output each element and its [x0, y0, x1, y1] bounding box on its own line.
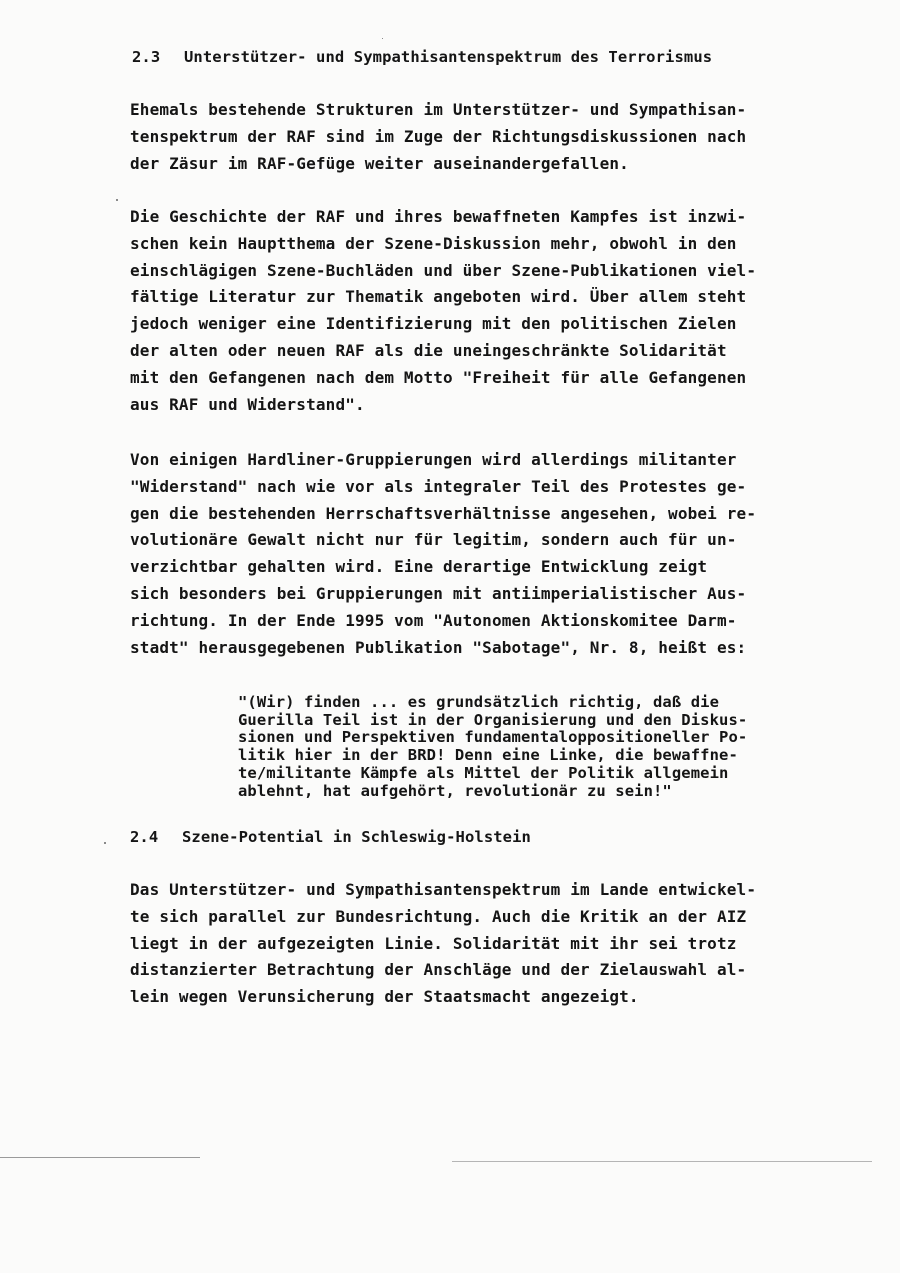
- text-line: "(Wir) finden ... es grundsätzlich richtig, daß die: [238, 693, 720, 711]
- section-title: Unterstützer- und Sympathisantenspektrum des Terrorismus: [184, 48, 713, 66]
- text-line: sich besonders bei Gruppierungen mit antiimperialistischer Aus-: [130, 583, 747, 603]
- text-line: mit den Gefangenen nach dem Motto "Freiheit für alle Gefangenen: [130, 367, 747, 387]
- text-line: tenspektrum der RAF sind im Zuge der Richtungsdiskussionen nach: [130, 126, 747, 146]
- text-line: sionen und Perspektiven fundamentaloppositioneller Po-: [238, 728, 748, 747]
- text-line: Ehemals bestehende Strukturen im Unterstützer- und Sympathisan-: [130, 100, 747, 119]
- text-line: te/militante Kämpfe als Mittel der Politik allgemein: [238, 763, 729, 782]
- text-line: fältige Literatur zur Thematik angeboten wird. Über allem steht: [130, 287, 747, 307]
- text-line: schen kein Hauptthema der Szene-Diskussion mehr, obwohl in den: [130, 233, 737, 253]
- text-line: Von einigen Hardliner-Gruppierungen wird allerdings militanter: [130, 450, 737, 469]
- text-line: Die Geschichte der RAF und ihres bewaffneten Kampfes ist inzwi-: [130, 207, 747, 226]
- scan-rule-left: [0, 1157, 200, 1158]
- text-line: gen die bestehenden Herrschaftsverhältnisse angesehen, wobei re-: [130, 503, 757, 523]
- paragraph-1: [130, 97, 746, 177]
- text-line: Guerilla Teil ist in der Organisierung und den Diskus-: [238, 710, 748, 729]
- text-line: "Widerstand" nach wie vor als integraler Teil des Protestes ge-: [130, 476, 747, 496]
- text-line: volutionäre Gewalt nicht nur für legitim, sondern auch für un-: [130, 530, 737, 550]
- text-line: der alten oder neuen RAF als die uneingeschränkte Solidarität: [130, 340, 727, 360]
- paragraph-2: [130, 204, 756, 418]
- text-line: Das Unterstützer- und Sympathisantenspektrum im Lande entwickel-: [130, 880, 757, 899]
- scan-speck: [104, 842, 106, 844]
- text-line: lein wegen Verunsicherung der Staatsmacht angezeigt.: [130, 987, 639, 1007]
- text-line: jedoch weniger eine Identifizierung mit den politischen Zielen: [130, 314, 737, 334]
- section-heading-2-4: [130, 828, 531, 846]
- scan-speck: [116, 199, 118, 201]
- text-line: ablehnt, hat aufgehört, revolutionär zu sein!": [238, 781, 672, 800]
- text-line: aus RAF und Widerstand".: [130, 394, 365, 414]
- text-line: einschlägigen Szene-Buchläden und über Szene-Publikationen viel-: [130, 260, 757, 280]
- section-heading-2-3: [132, 48, 712, 66]
- scan-speck: [382, 38, 383, 39]
- text-line: stadt" herausgegebenen Publikation "Sabotage", Nr. 8, heißt es:: [130, 637, 747, 657]
- text-line: richtung. In der Ende 1995 vom "Autonomen Aktionskomitee Darm-: [130, 610, 737, 630]
- text-line: liegt in der aufgezeigten Linie. Solidarität mit ihr sei trotz: [130, 933, 737, 953]
- section-number: 2.3: [132, 48, 161, 66]
- text-line: litik hier in der BRD! Denn eine Linke, die bewaffne-: [238, 746, 738, 765]
- text-line: te sich parallel zur Bundesrichtung. Auch die Kritik an der AIZ: [130, 906, 747, 926]
- section-number: 2.4: [130, 828, 159, 846]
- block-quote: [238, 694, 747, 800]
- text-line: distanzierter Betrachtung der Anschläge und der Zielauswahl al-: [130, 960, 747, 980]
- text-line: verzichtbar gehalten wird. Eine derartige Entwicklung zeigt: [130, 557, 708, 577]
- paragraph-4: [130, 877, 756, 1011]
- paragraph-3: [130, 447, 756, 661]
- section-title: Szene-Potential in Schleswig-Holstein: [182, 828, 531, 846]
- scan-rule-right: [452, 1161, 872, 1162]
- text-line: der Zäsur im RAF-Gefüge weiter auseinandergefallen.: [130, 153, 629, 173]
